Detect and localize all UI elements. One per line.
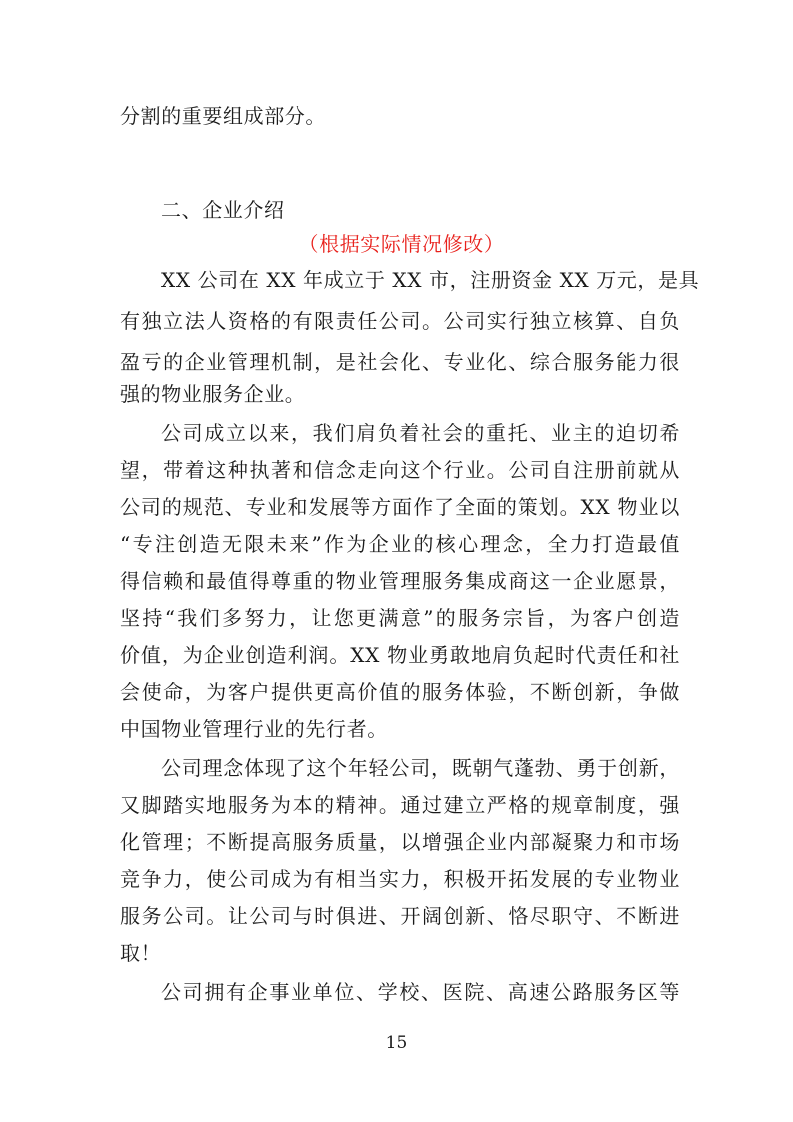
text-line: 分割的重要组成部分。 bbox=[120, 104, 326, 128]
paragraph-line: 公司的规范、专业和发展等方面作了全面的策划。XX 物业以 bbox=[120, 495, 680, 519]
section-heading: 二、企业介绍 bbox=[161, 198, 285, 222]
paragraph-line: 望，带着这种执著和信念走向这个行业。公司自注册前就从 bbox=[120, 458, 680, 482]
paragraph-line: 又脚踏实地服务为本的精神。通过建立严格的规章制度，强 bbox=[120, 793, 680, 817]
paragraph-line: 盈亏的企业管理机制，是社会化、专业化、综合服务能力很 bbox=[120, 350, 680, 374]
paragraph-line: XX 公司在 XX 年成立于 XX 市，注册资金 XX 万元，是具 bbox=[161, 268, 700, 292]
paragraph-line: 服务公司。让公司与时俱进、开阔创新、恪尽职守、不断进 bbox=[120, 904, 680, 928]
paragraph-line: 有独立法人资格的有限责任公司。公司实行独立核算、自负 bbox=[120, 309, 680, 333]
paragraph-line: 强的物业服务企业。 bbox=[120, 382, 306, 406]
paragraph-line: 取！ bbox=[120, 941, 162, 965]
paragraph-line: 化管理；不断提高服务质量，以增强企业内部凝聚力和市场 bbox=[120, 830, 680, 854]
paragraph-line: “专注创造无限未来”作为企业的核心理念，全力打造最值 bbox=[120, 532, 680, 556]
revision-note: （根据实际情况修改） bbox=[298, 232, 505, 256]
paragraph-line: 价值，为企业创造利润。XX 物业勇敢地肩负起时代责任和社 bbox=[120, 643, 680, 667]
paragraph-line: 中国物业管理行业的先行者。 bbox=[120, 717, 388, 741]
paragraph-line: 公司成立以来，我们肩负着社会的重托、业主的迫切希 bbox=[161, 421, 680, 445]
paragraph-line: 公司理念体现了这个年轻公司，既朝气蓬勃、勇于创新， bbox=[161, 756, 680, 780]
page-number: 15 bbox=[385, 1033, 408, 1053]
paragraph-line: 公司拥有企事业单位、学校、医院、高速公路服务区等 bbox=[161, 980, 680, 1004]
paragraph-line: 竞争力，使公司成为有相当实力，积极开拓发展的专业物业 bbox=[120, 867, 680, 891]
paragraph-line: 会使命，为客户提供更高价值的服务体验，不断创新，争做 bbox=[120, 680, 680, 704]
paragraph-line: 坚持“我们多努力，让您更满意”的服务宗旨，为客户创造 bbox=[120, 606, 680, 630]
paragraph-line: 得信赖和最值得尊重的物业管理服务集成商这一企业愿景， bbox=[120, 569, 680, 593]
